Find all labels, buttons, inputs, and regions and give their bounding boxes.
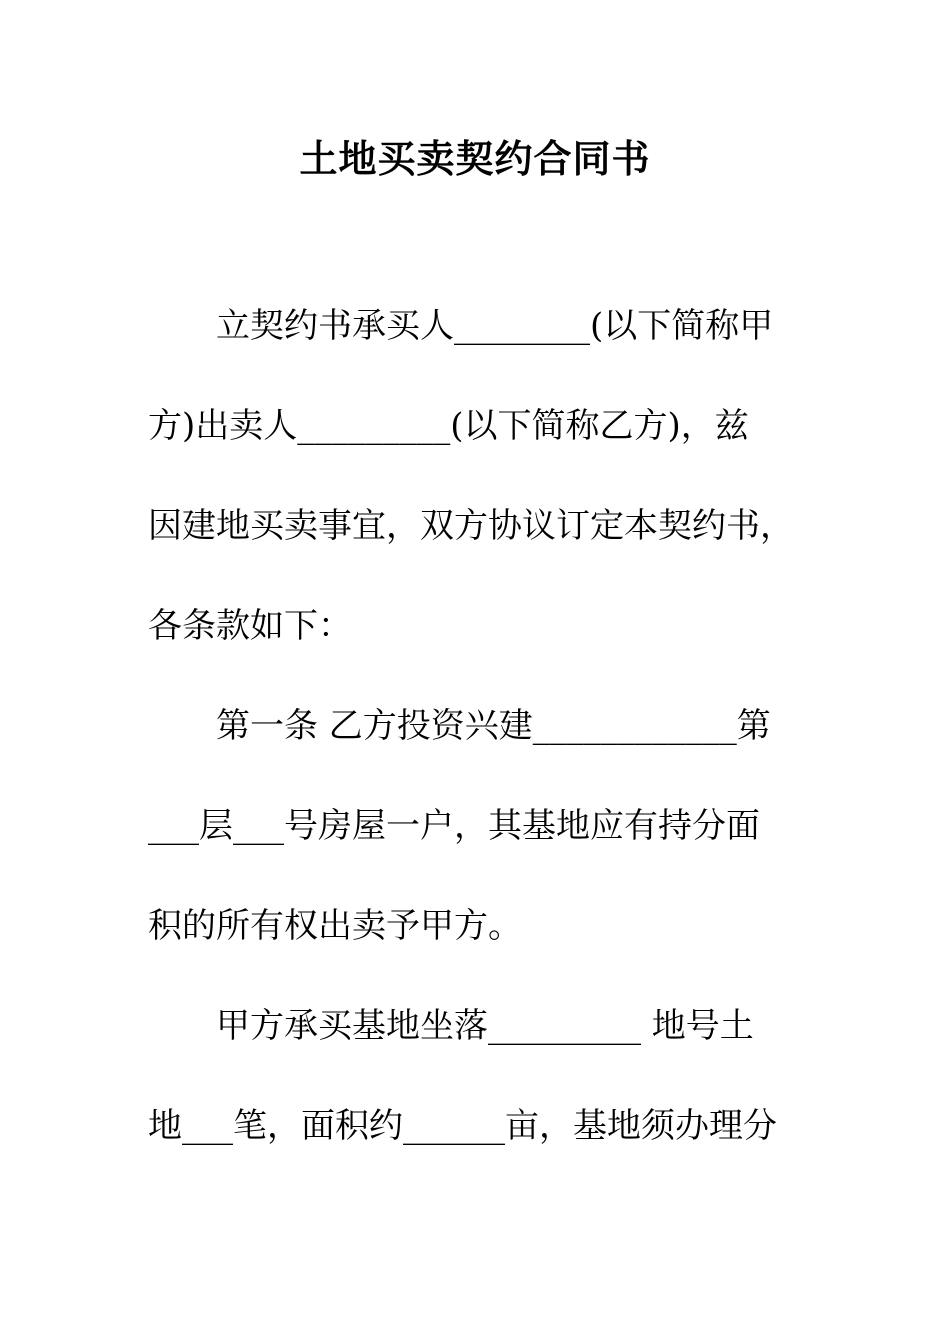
paragraph-line: 积的所有权出卖予甲方。	[148, 906, 522, 946]
paragraph-line: ___层___号房屋一户，其基地应有持分面	[148, 806, 760, 846]
paragraph-line: 方)出卖人_________(以下简称乙方)，兹	[148, 406, 749, 446]
paragraph-line: 各条款如下：	[148, 606, 352, 646]
paragraph-line: 甲方承买基地坐落_________ 地号土	[216, 1006, 754, 1046]
document-title: 土地买卖契约合同书	[299, 136, 651, 181]
paragraph-line: 第一条 乙方投资兴建____________第	[216, 706, 771, 746]
paragraph-line: 因建地买卖事宜，双方协议订定本契约书，	[148, 506, 794, 546]
paragraph-line: 立契约书承买人________(以下简称甲	[216, 306, 774, 346]
paragraph-line: 地___笔，面积约______亩，基地须办理分	[148, 1106, 777, 1146]
